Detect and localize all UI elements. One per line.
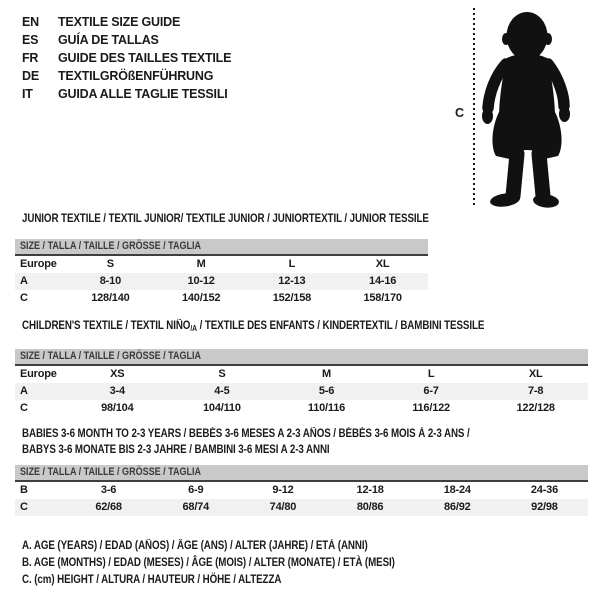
language-title: TEXTILE SIZE GUIDE: [58, 15, 181, 29]
language-code: EN: [22, 15, 39, 29]
language-row-es: [22, 31, 231, 49]
cell: 110/116: [307, 402, 346, 414]
cell: S: [218, 368, 226, 380]
cell: 6-9: [188, 484, 204, 496]
row-label: Europe: [20, 368, 57, 380]
title-line-1: BABIES 3-6 MONTH TO 2-3 YEARS / BEBÉS 3-6 MESES A 2-3 AÑOS / BÉBÉS 3-6 MOIS À 2-3 ANS /: [22, 428, 470, 440]
table-row: [15, 482, 588, 499]
cell: 3-6: [100, 484, 117, 496]
cell: XL: [375, 258, 390, 270]
language-title: GUÍA DE TALLAS: [58, 33, 159, 47]
language-row-de: [22, 67, 231, 85]
cell: 18-24: [443, 484, 471, 496]
cell: 116/122: [412, 402, 450, 414]
cell: 24-36: [530, 484, 559, 496]
language-code: IT: [22, 87, 33, 101]
size-header-bar: [15, 349, 588, 366]
cell: 92/98: [531, 501, 558, 513]
table-row: [15, 273, 428, 290]
language-code: FR: [22, 51, 39, 65]
language-title: GUIDA ALLE TAGLIE TESSILI: [58, 87, 228, 101]
size-header-label: SIZE / TALLA / TAILLE / GRÖSSE / TAGLIA: [20, 240, 202, 252]
cell: L: [288, 258, 296, 270]
title-text: / TEXTILE DES ENFANTS / KINDERTEXTIL / BAMBINI TESSILE: [196, 320, 485, 332]
row-label: A: [20, 275, 28, 287]
legend-line-b: B. AGE (MONTHS) / EDAD (MESES) / ÂGE (MOIS) / ALTER (MONATE) / ETÀ (MESI): [22, 557, 395, 569]
cell: 140/152: [181, 292, 221, 304]
language-title: TEXTILGRÖßENFÜHRUNG: [58, 69, 214, 83]
size-header-label: SIZE / TALLA / TAILLE / GRÖSSE / TAGLIA: [20, 466, 202, 478]
cell: 14-16: [369, 275, 397, 287]
cell: 80/86: [356, 501, 384, 513]
childrens-table-title: [22, 320, 484, 333]
legend: [22, 538, 395, 589]
cell: 12-18: [356, 484, 384, 496]
table-row: [15, 366, 588, 383]
junior-size-table: [15, 239, 428, 307]
language-row-it: [22, 85, 231, 103]
cell: 8-10: [99, 275, 121, 287]
cell: M: [322, 368, 331, 380]
cell: 3-4: [109, 385, 125, 397]
language-row-en: [22, 13, 231, 31]
baby-silhouette: [480, 6, 598, 211]
language-code: DE: [22, 69, 39, 83]
cell: 68/74: [182, 501, 210, 513]
row-label: C: [20, 402, 28, 414]
cell: XS: [110, 368, 125, 380]
cell: 152/158: [272, 292, 312, 304]
table-row: [15, 290, 428, 307]
language-title: GUIDE DES TAILLES TEXTILE: [58, 51, 232, 65]
cell: 10-12: [187, 275, 215, 287]
row-label: Europe: [20, 258, 57, 270]
cell: M: [196, 258, 206, 270]
cell: L: [427, 368, 435, 380]
cell: 12-13: [278, 275, 306, 287]
title-text: CHILDREN'S TEXTILE / TEXTIL NIÑO: [22, 320, 191, 332]
cell: 62/68: [95, 501, 122, 513]
cell: S: [106, 258, 114, 270]
row-label: A: [20, 385, 28, 397]
size-header-bar: [15, 465, 588, 482]
cell: 4-5: [214, 385, 230, 397]
language-code: ES: [22, 33, 39, 47]
height-measure-dotted-line: [473, 8, 475, 206]
cell: XL: [528, 368, 543, 380]
legend-line-a: A. AGE (YEARS) / EDAD (AÑOS) / ÂGE (ANS) / ALTER (JAHRE) / ETÀ (ANNI): [22, 540, 368, 552]
junior-table-title: JUNIOR TEXTILE / TEXTIL JUNIOR/ TEXTILE JUNIOR / JUNIORTEXTIL / JUNIOR TESSILE: [22, 213, 429, 225]
babies-size-table: [15, 465, 588, 516]
table-row: [15, 400, 588, 417]
cell: 74/80: [269, 501, 297, 513]
cell: 5-6: [318, 385, 335, 397]
language-list: [22, 13, 231, 103]
size-header-bar: [15, 239, 428, 256]
row-label: B: [20, 484, 28, 496]
title-subscript: /A: [190, 324, 197, 333]
cell: 98/104: [101, 402, 134, 414]
cell: 158/170: [363, 292, 402, 304]
babies-table-title: [22, 426, 470, 458]
size-header-label: SIZE / TALLA / TAILLE / GRÖSSE / TAGLIA: [20, 350, 202, 362]
childrens-size-table: [15, 349, 588, 417]
table-row: [15, 499, 588, 516]
row-label: C: [20, 292, 28, 304]
table-row: [15, 383, 588, 400]
height-measure-label: C: [455, 106, 465, 120]
cell: 86/92: [444, 501, 471, 513]
cell: 6-7: [423, 385, 439, 397]
cell: 9-12: [272, 484, 294, 496]
legend-line-c: C. (cm) HEIGHT / ALTURA / HAUTEUR / HÖHE / ALTEZZA: [22, 574, 282, 586]
table-row: [15, 256, 428, 273]
cell: 104/110: [203, 402, 241, 414]
title-line-2: BABYS 3-6 MONATE BIS 2-3 JAHRE / BAMBINI 3-6 MESI A 2-3 ANNI: [22, 444, 330, 456]
cell: 7-8: [528, 385, 544, 397]
row-label: C: [20, 501, 28, 513]
language-row-fr: [22, 49, 231, 67]
cell: 122/128: [516, 402, 555, 414]
cell: 128/140: [91, 292, 130, 304]
